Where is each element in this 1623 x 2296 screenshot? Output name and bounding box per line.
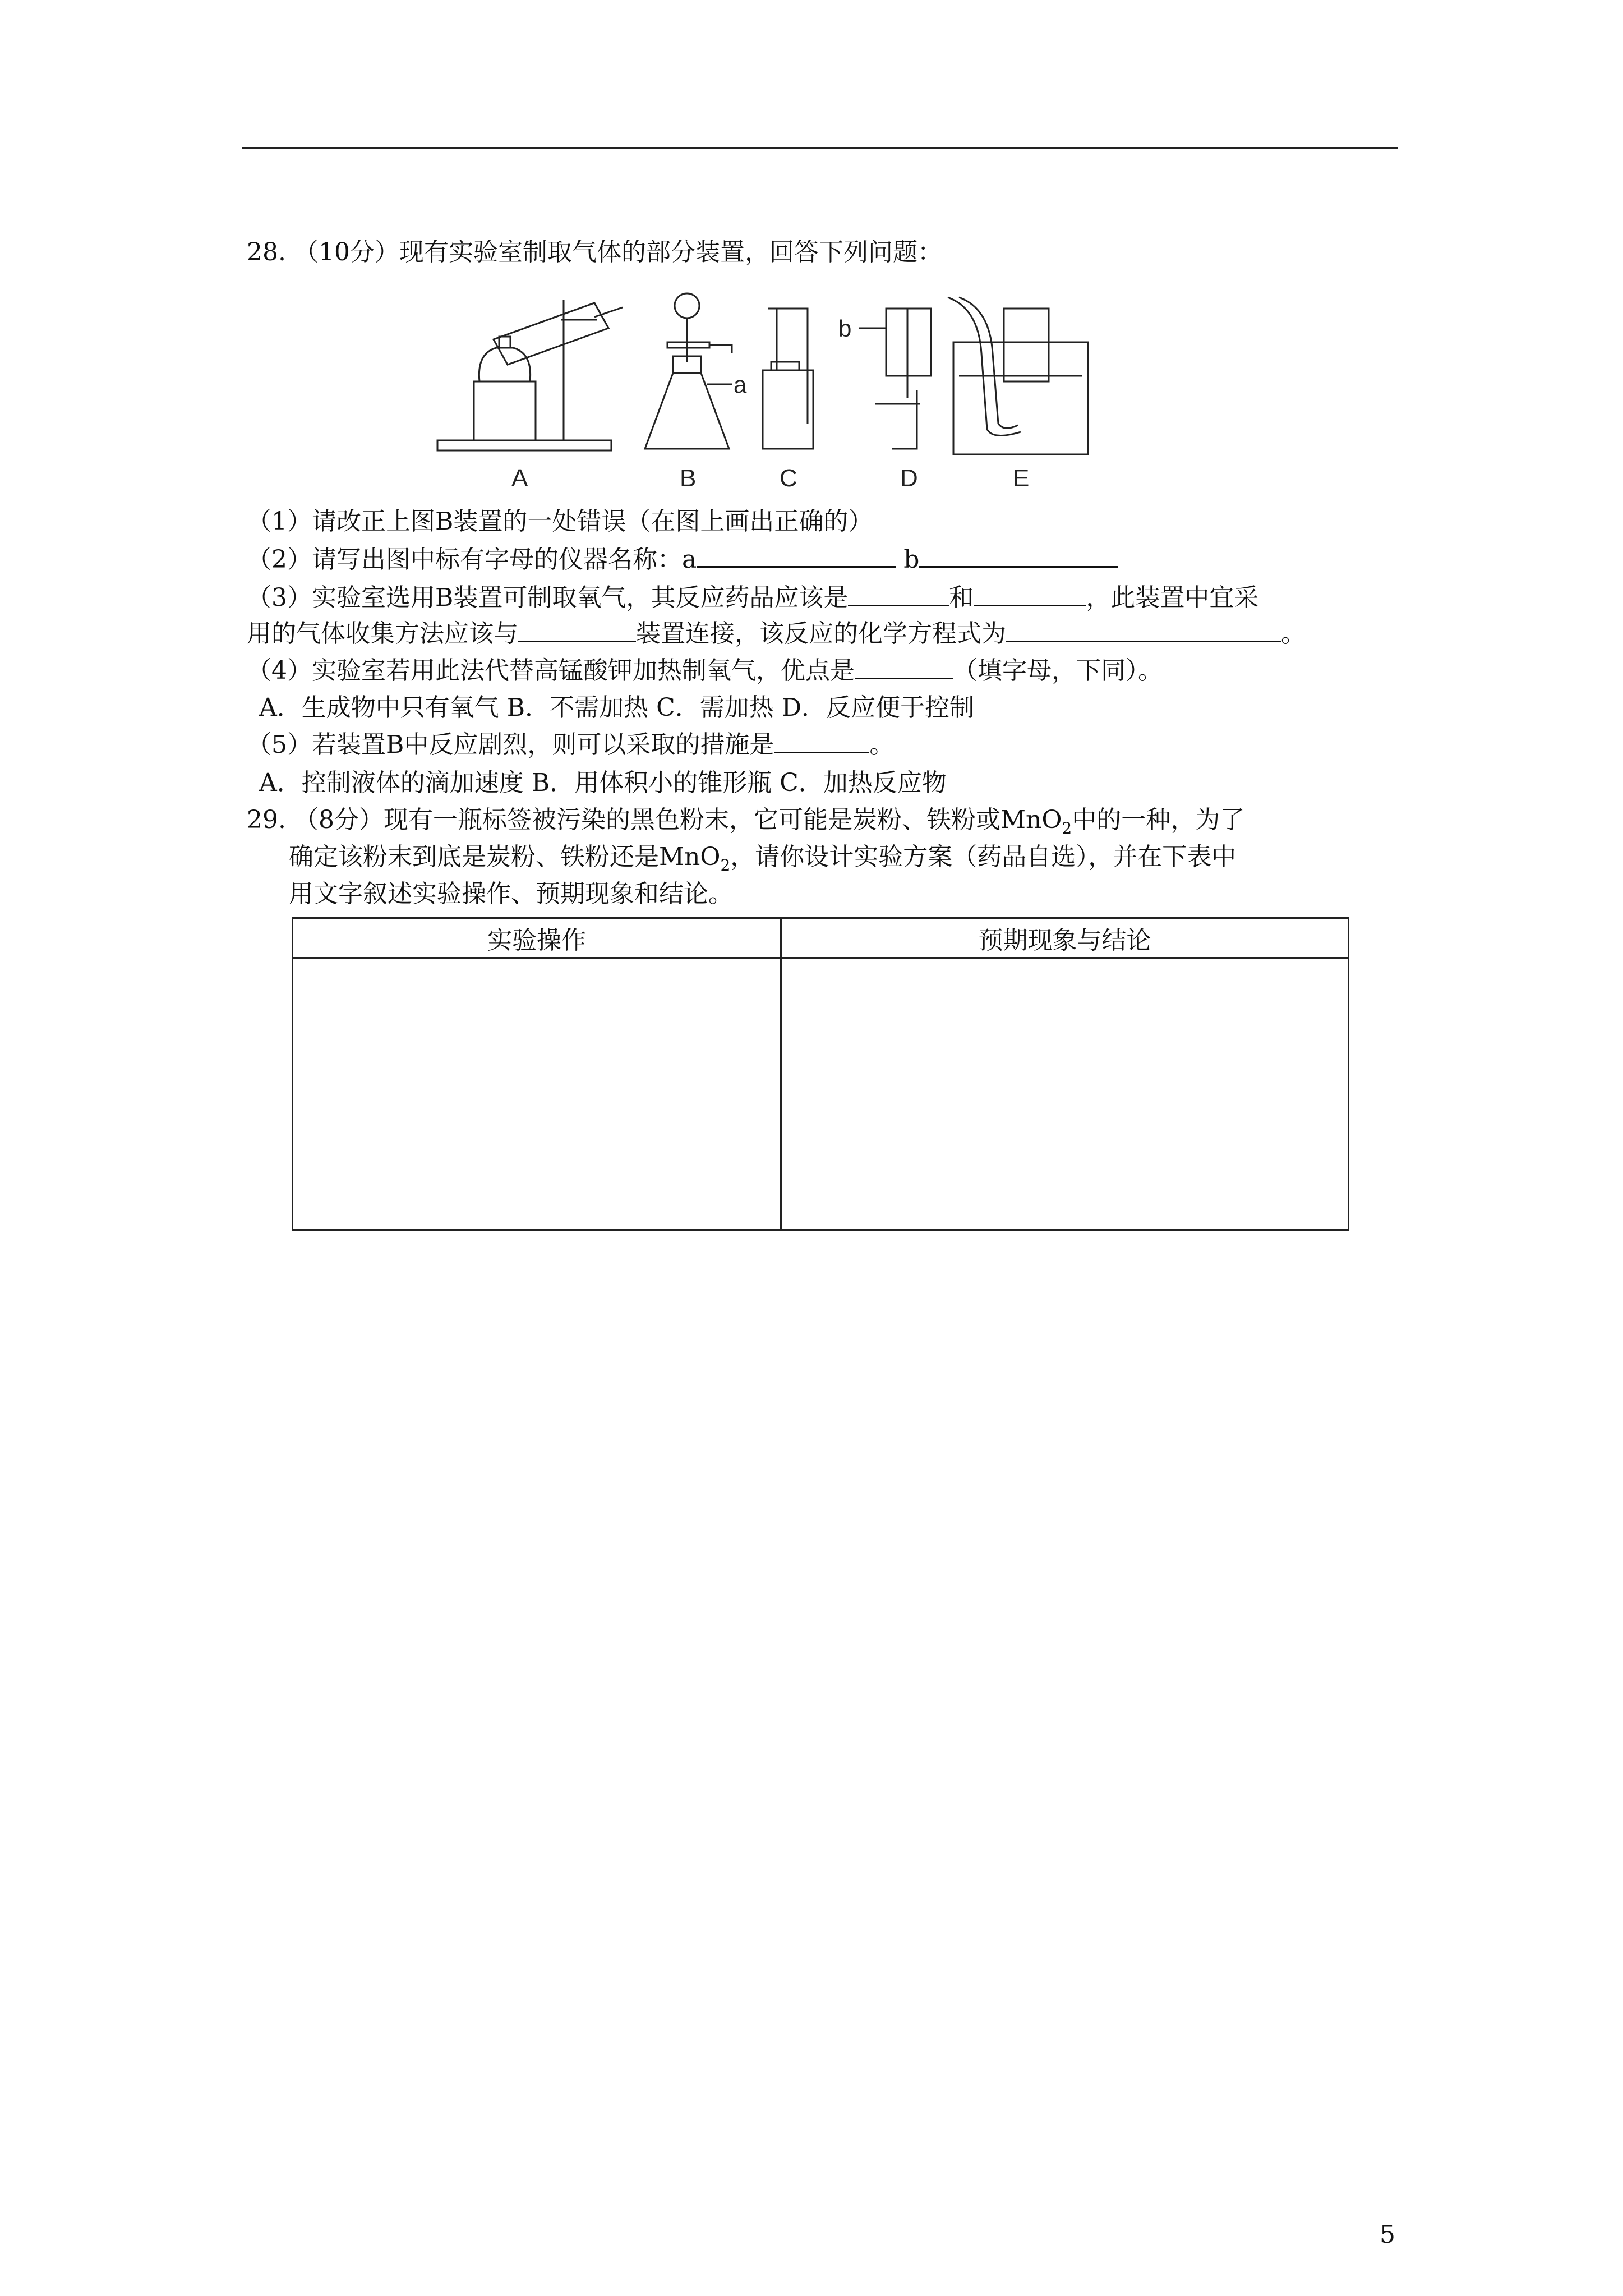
marker-a: a xyxy=(734,371,747,398)
gas-bottle-C xyxy=(763,370,813,449)
q28-sub5-text-2: 。 xyxy=(869,730,895,759)
test-tube-A xyxy=(494,303,608,365)
q28-sub1: （1）请改正上图B装置的一处错误（在图上画出正确的） xyxy=(247,507,873,536)
gas-bottle-D xyxy=(886,309,931,376)
q28-sub3-text-4: 用的气体收集方法应该与 xyxy=(247,619,518,648)
figure-label-B: B xyxy=(680,464,697,492)
q28-sub2-prefix: （2）请写出图中标有字母的仪器名称：a xyxy=(247,545,697,574)
answer-blank-collector[interactable] xyxy=(518,619,636,642)
q28-sub4-options: A．生成物中只有氧气 B．不需加热 C．需加热 D．反应便于控制 xyxy=(259,693,975,722)
q29-line2-subscript: 2 xyxy=(720,855,731,875)
q29-line1-text-2: 中的一种，为了 xyxy=(1072,806,1245,834)
q28-sub5-text-1: （5）若装置B中反应剧烈，则可以采取的措施是 xyxy=(247,730,774,759)
page-number: 5 xyxy=(1380,2220,1395,2249)
q28-sub4-text-2: （填字母，下同）。 xyxy=(953,656,1163,685)
q28-sub5 xyxy=(247,728,1413,762)
header-rule xyxy=(242,147,1398,149)
q28-sub4-text-1: （4）实验室若用此法代替高锰酸钾加热制氧气，优点是 xyxy=(247,656,855,685)
figure-label-C: C xyxy=(780,464,797,492)
q28-sub3-text-3: ，此装置中宜采 xyxy=(1086,583,1259,612)
q28-sub4 xyxy=(247,654,1413,688)
q28-sub3-text-5: 装置连接，该反应的化学方程式为 xyxy=(636,619,1006,648)
table-header-result: 预期现象与结论 xyxy=(781,918,1349,958)
q28-sub3-text-2: 和 xyxy=(949,583,974,612)
q28-sub3-text-1: （3）实验室选用B装置可制取氧气，其反应药品应该是 xyxy=(247,583,849,612)
collecting-bottle-E xyxy=(1004,309,1049,381)
apparatus-figure xyxy=(426,286,1200,499)
q28-sub2-mid: b xyxy=(896,545,920,574)
figure-label-D: D xyxy=(900,464,918,492)
q28-sub3-line2 xyxy=(247,617,1413,651)
lamp-block-A xyxy=(474,381,536,440)
answer-blank-b[interactable] xyxy=(919,545,1118,568)
answer-blank-advantage[interactable] xyxy=(855,656,953,679)
q29-line1-text-1: 29. （8分）现有一瓶标签被污染的黑色粉末，它可能是炭粉、铁粉或MnO xyxy=(247,806,1062,834)
q29-line3: 用文字叙述实验操作、预期现象和结论。 xyxy=(289,880,733,908)
lamp-wick-A xyxy=(499,337,510,348)
q29-line2-text-1: 确定该粉末到底是炭粉、铁粉还是MnO xyxy=(289,843,721,871)
answer-blank-measure[interactable] xyxy=(774,730,869,753)
figure-label-E: E xyxy=(1013,464,1030,492)
apparatus-drawing xyxy=(426,286,1200,499)
answer-blank-a[interactable] xyxy=(697,545,896,568)
table-header-operation: 实验操作 xyxy=(293,918,781,958)
experiment-table xyxy=(292,917,1349,1226)
answer-blank-equation[interactable] xyxy=(1006,619,1281,642)
q29-line1-subscript: 2 xyxy=(1062,818,1072,838)
q28-sub3-text-6: 。 xyxy=(1281,619,1306,648)
q28-title: 28. （10分）现有实验室制取气体的部分装置，回答下列问题： xyxy=(247,238,942,266)
q29-line2 xyxy=(289,840,1455,882)
q28-sub3-line1 xyxy=(247,581,1413,615)
q28-sub5-options: A．控制液体的滴加速度 B．用体积小的锥形瓶 C．加热反应物 xyxy=(259,769,947,797)
q29-line1 xyxy=(247,803,1413,845)
funnel-top-B xyxy=(675,293,699,318)
answer-blank-reagent-1[interactable] xyxy=(848,583,949,606)
alcohol-lamp-A xyxy=(479,348,530,381)
q28-sub2 xyxy=(247,543,1413,577)
marker-b: b xyxy=(838,315,852,342)
water-trough-E xyxy=(953,342,1088,454)
answer-blank-reagent-2[interactable] xyxy=(974,583,1086,606)
stand-base-A xyxy=(437,440,611,450)
table-cell-result[interactable] xyxy=(781,958,1349,1230)
table-cell-operation[interactable] xyxy=(293,958,781,1230)
figure-label-A: A xyxy=(511,464,528,492)
q29-line2-text-2: ，请你设计实验方案（药品自选），并在下表中 xyxy=(730,843,1237,871)
